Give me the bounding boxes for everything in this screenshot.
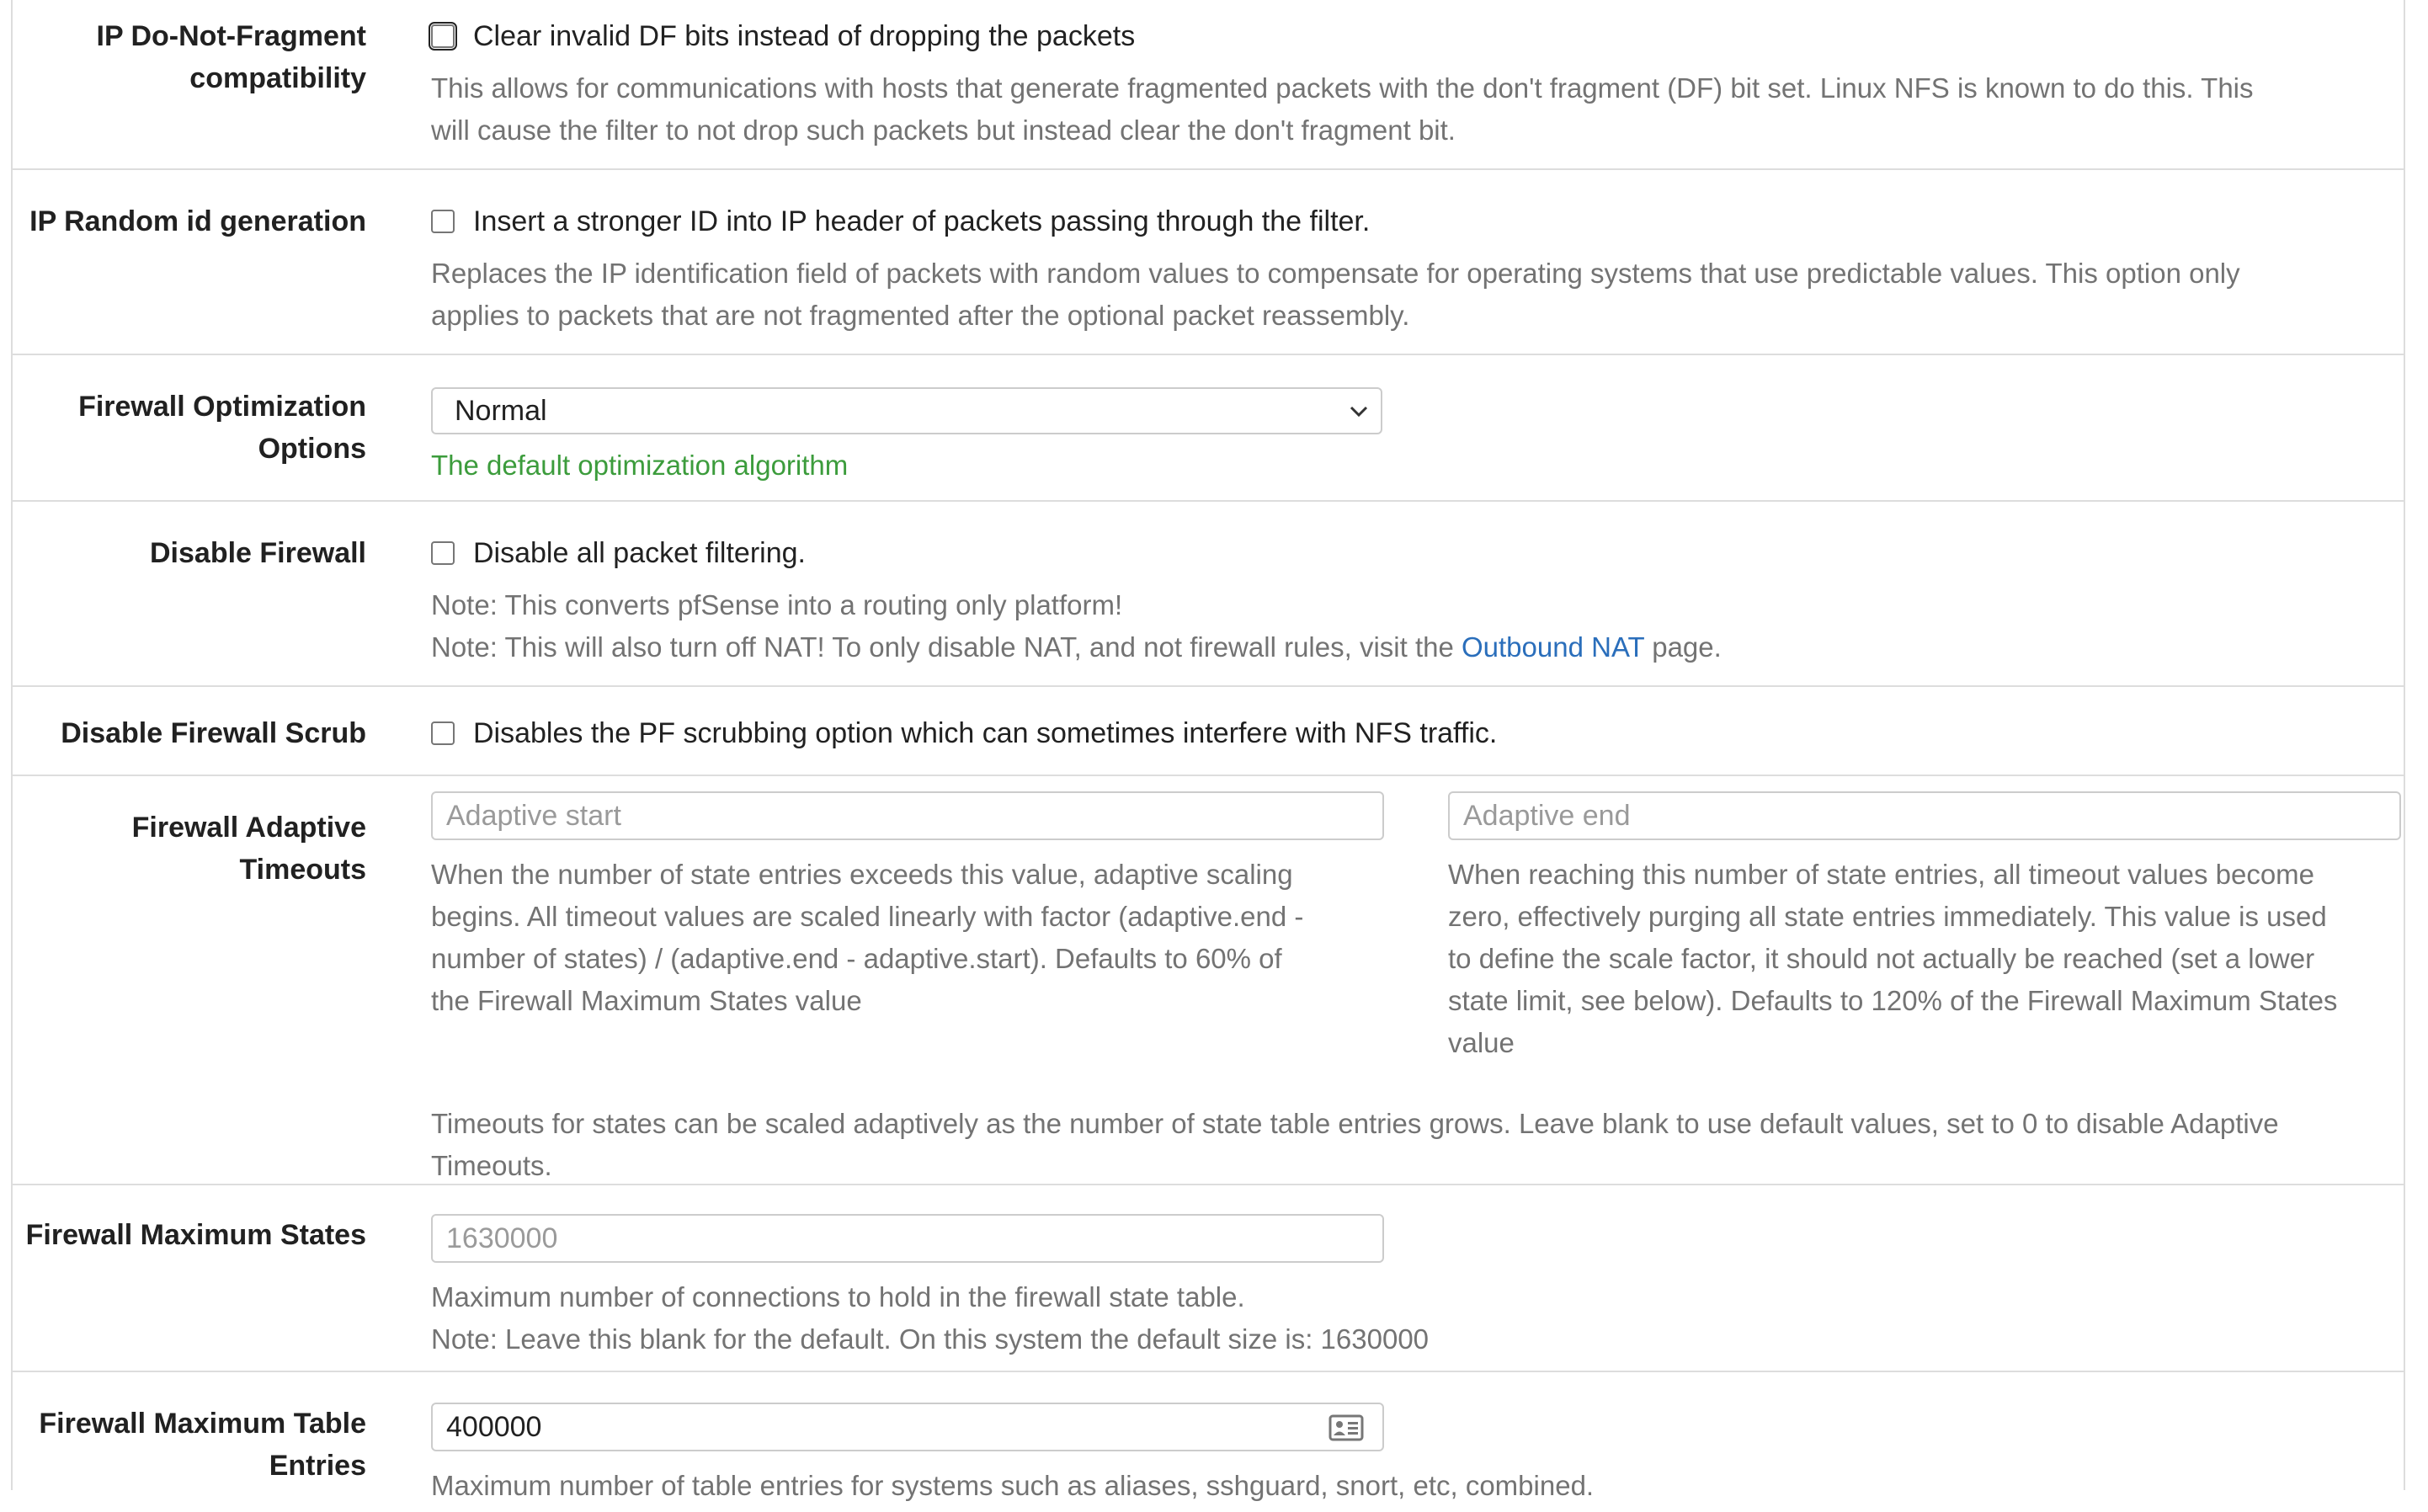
row-firewall-maximum-table-entries (13, 1372, 2404, 1507)
disable-firewall-help-text: Note: This converts pfSense into a routing only platform! Note: This will also turn off NAT! To only disable NAT, and not firewall rules, visit the Outbound NAT page. (431, 589, 1722, 663)
field-content (431, 1403, 1595, 1512)
field-content (431, 1214, 1430, 1366)
max-states-help-text: Maximum number of connections to hold in the firewall state table. Note: Leave this blank for the default. On this system the default size is: 1630000 (431, 1281, 1430, 1355)
random-id-checkbox-row[interactable] (431, 200, 2401, 242)
address-card-icon[interactable] (1328, 1414, 1364, 1441)
max-table-help-text: Maximum number of table entries for systems such as aliases, sshguard, snort, etc, combined. (431, 1470, 1595, 1501)
outbound-nat-link[interactable]: Outbound NAT (1461, 631, 1645, 663)
field-label: IP Do-Not-Fragment compatibility (96, 20, 366, 94)
field-content (431, 15, 2401, 152)
field-label: Disable Firewall Scrub (61, 717, 366, 749)
df-checkbox-label: Clear invalid DF bits instead of dropping the packets (473, 20, 1136, 52)
optimization-selected-value: Normal (455, 395, 547, 427)
field-content (431, 532, 1722, 668)
field-content (431, 386, 1391, 487)
adaptive-start-help-text (431, 854, 1391, 1022)
field-content (431, 791, 2401, 1179)
field-label: Disable Firewall (150, 537, 366, 569)
start_help-line: begins. All timeout values are scaled linearly with factor (adaptive.end - (431, 901, 1304, 932)
end_help-line: When reaching this number of state entries, all timeout values become (1448, 859, 2315, 890)
field-label: Firewall Maximum States (25, 1219, 366, 1251)
end_help-line: to define the scale factor, it should not actually be reached (set a lower (1448, 943, 2315, 974)
row-firewall-maximum-states (13, 1185, 2404, 1372)
random-id-checkbox[interactable] (431, 210, 455, 233)
end_help-line: zero, effectively purging all state entries immediately. This value is used (1448, 901, 2327, 932)
row-ip-do-not-fragment (13, 0, 2404, 170)
start_help-line: When the number of state entries exceeds this value, adaptive scaling (431, 859, 1293, 890)
disable-firewall-checkbox[interactable] (431, 541, 455, 565)
chevron-down-icon (1345, 389, 1372, 433)
field-content (431, 200, 2401, 337)
max-table-entries-input[interactable]: 400000 (431, 1403, 1384, 1451)
random-id-help-text: Replaces the IP identification field of packets with random values to compensate for operating systems that use predictable values. This option only applies to packets that are not fragmented after the optional packet reassembly. (431, 258, 2240, 331)
advanced-firewall-panel (11, 0, 2405, 1501)
field-label: IP Random id generation (29, 205, 366, 237)
disable-firewall-checkbox-row[interactable] (431, 532, 1722, 574)
row-firewall-adaptive-timeouts (13, 776, 2404, 1185)
end_help-line: value (1448, 1027, 1515, 1058)
scrub-checkbox-row[interactable] (431, 712, 1497, 754)
optimization-help-text: The default optimization algorithm (431, 450, 849, 481)
scrub-checkbox-label: Disables the PF scrubbing option which can sometimes interfere with NFS traffic. (473, 717, 1498, 749)
scrub-checkbox[interactable] (431, 721, 455, 745)
df-checkbox-row[interactable] (431, 15, 2401, 57)
optimization-select[interactable] (431, 387, 1382, 434)
df-checkbox[interactable] (431, 24, 455, 48)
start_help-line: number of states) / (adaptive.end - adaptive.start). Defaults to 60% of (431, 943, 1282, 974)
adaptive-help-text: Timeouts for states can be scaled adaptively as the number of state table entries grows. Leave blank to use default values, set to 0 to disable Adaptive Timeouts. (431, 1108, 2279, 1181)
adaptive-end-help-text (1448, 854, 2408, 1064)
field-label: Firewall Adaptive Timeouts (131, 812, 366, 886)
random-id-checkbox-label: Insert a stronger ID into IP header of packets passing through the filter. (473, 205, 1371, 237)
row-disable-firewall (13, 502, 2404, 687)
max-states-input[interactable]: 1630000 (431, 1214, 1384, 1263)
start_help-line: the Firewall Maximum States value (431, 985, 862, 1016)
row-firewall-optimization (13, 355, 2404, 502)
row-ip-random-id (13, 170, 2404, 355)
end_help-line: state limit, see below). Defaults to 120% of the Firewall Maximum States (1448, 985, 2338, 1016)
field-label: Firewall Optimization Options (78, 391, 366, 465)
adaptive-end-input[interactable]: Adaptive end (1448, 791, 2401, 840)
disable-firewall-checkbox-label: Disable all packet filtering. (473, 537, 806, 569)
field-label: Firewall Maximum Table Entries (39, 1408, 366, 1482)
adaptive-start-input[interactable]: Adaptive start (431, 791, 1384, 840)
df-help-text: This allows for communications with hosts that generate fragmented packets with the don't fragment (DF) bit set. Linux NFS is known to do this. This will cause the filter to not drop such packets but instead clear the don't fragment bit. (431, 72, 2254, 146)
row-disable-firewall-scrub (13, 687, 2404, 776)
field-content (431, 712, 1497, 754)
